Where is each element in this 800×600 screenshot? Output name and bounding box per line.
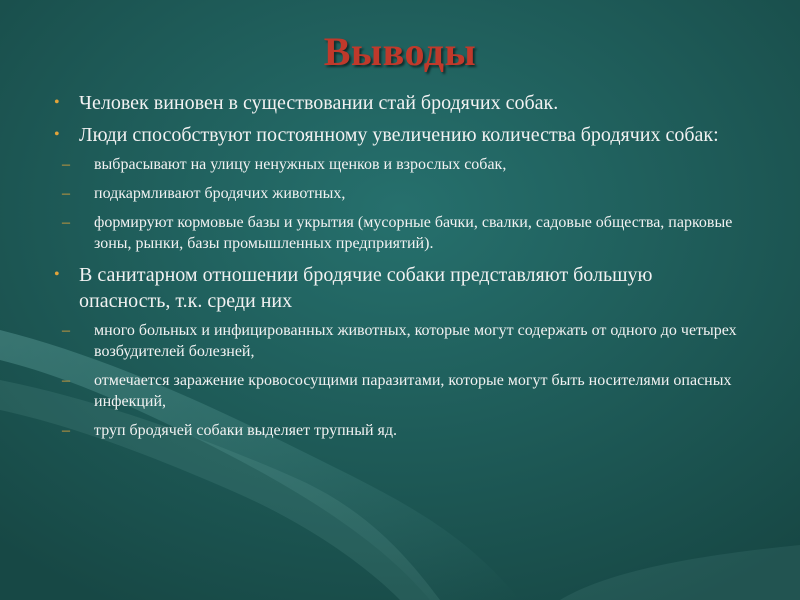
- sub-bullet-marker: –: [62, 156, 70, 173]
- sub-bullet-marker: –: [62, 322, 70, 339]
- sub-bullet-text: формируют кормовые базы и укрытия (мусорные бачки, свалки, садовые общества, парковые зоны, рынки, базы промышленных предприятий).: [94, 214, 733, 252]
- slide-title: Выводы: [323, 29, 477, 74]
- sub-bullet-item: [48, 420, 738, 441]
- sub-bullet-marker: –: [62, 372, 70, 389]
- sub-bullet-item: [48, 212, 738, 254]
- sub-bullet-item: [48, 154, 738, 175]
- bullet-item: [48, 262, 738, 314]
- sub-bullet-marker: –: [62, 214, 70, 231]
- sub-bullet-marker: –: [62, 422, 70, 439]
- bullet-list: [48, 90, 738, 449]
- sub-bullet-text: отмечается заражение кровососущими паразитами, которые могут быть носителями опасных инфекций,: [94, 372, 732, 410]
- sub-bullet-item: [48, 183, 738, 204]
- bullet-text: В санитарном отношении бродячие собаки представляют большую опасность, т.к. среди них: [79, 264, 653, 312]
- sub-bullet-text: подкармливают бродячих животных,: [94, 185, 346, 202]
- sub-bullet-text: много больных и инфицированных животных, которые могут содержать от одного до четырех возбудителей болезней,: [94, 322, 737, 360]
- bullet-marker: •: [54, 94, 60, 111]
- sub-bullet-text: выбрасывают на улицу ненужных щенков и взрослых собак,: [94, 156, 507, 173]
- sub-bullet-text: труп бродячей собаки выделяет трупный яд.: [94, 422, 398, 439]
- sub-bullet-item: [48, 370, 738, 412]
- bullet-item: [48, 90, 738, 116]
- bullet-text: Люди способствуют постоянному увеличению количества бродячих собак:: [79, 124, 719, 146]
- bullet-text: Человек виновен в существовании стай бродячих собак.: [79, 92, 559, 114]
- sub-bullet-marker: –: [62, 185, 70, 202]
- sub-bullet-item: [48, 320, 738, 362]
- bullet-marker: •: [54, 266, 60, 283]
- bullet-marker: •: [54, 126, 60, 143]
- bullet-item: [48, 122, 738, 148]
